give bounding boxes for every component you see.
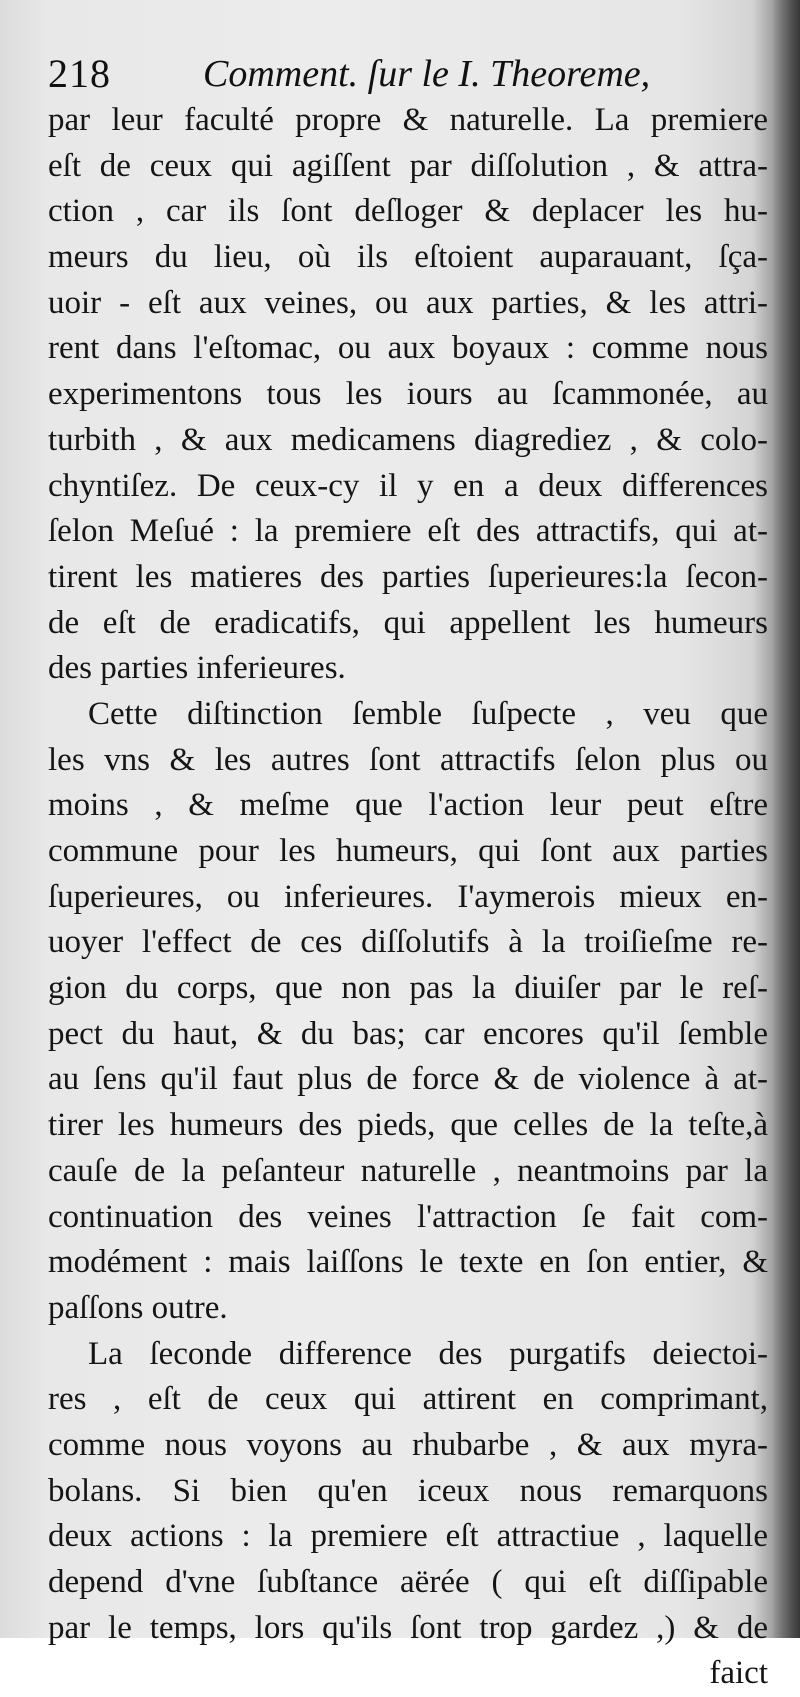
text-line: continuation des veines l'attraction ſe fait com- [48,1198,768,1235]
text-line: uoyer l'effect de ces diſſolutifs à la troiſieſme re- [48,924,768,961]
text-line: turbith , & aux medicamens diagrediez , & colo- [48,421,768,458]
text-line: au ſens qu'il faut plus de force & de violence à at- [48,1061,768,1098]
text-line: par leur faculté propre & naturelle. La premiere [48,102,768,138]
running-title: Comment. ſur le I. Theoreme, [203,53,651,95]
text-line: moins , & meſme que l'action leur peut eſtre [48,787,768,824]
text-line: modément : mais laiſſons le texte en ſon entier, & [48,1244,768,1281]
text-line: des parties inferieures. [48,650,346,687]
text-line: deux actions : la premiere eſt attractiue , laquelle [48,1518,768,1555]
text-line: eſt de ceux qui agiſſent par diſſolution , & attra- [48,147,768,184]
text-line: pect du haut, & du bas; car encores qu'il ſemble [48,1015,768,1052]
text-line: de eſt de eradicatifs, qui appellent les humeurs [48,604,768,641]
text-line: ſelon Meſué : la premiere eſt des attractifs, qui at- [48,513,768,550]
text-line: les vns & les autres ſont attractifs ſelon plus ou [48,741,768,778]
text-line: bolans. Si bien qu'en iceux nous remarquons [48,1472,768,1509]
text-line: rent dans l'eſtomac, ou aux boyaux : comme nous [48,330,768,367]
text-line: paſſons outre. [48,1289,228,1326]
text-line: La ſeconde difference des purgatifs deiectoi- [88,1335,768,1372]
text-line: commune pour les humeurs, qui ſont aux parties [48,833,768,869]
page-header [48,50,768,98]
text-line: gion du corps, que non pas la diuiſer par le reſ- [48,970,768,1007]
text-line: tirer les humeurs des pieds, que celles de la teſte,à [48,1107,768,1144]
text-line: tirent les matieres des parties ſuperieures:la ſecon- [48,558,768,595]
page-gutter-shadow [772,0,800,1638]
text-line: experimentons tous les iours au ſcammonée, au [48,376,768,413]
text-line: par le temps, lors qu'ils ſont trop gardez ,) & de [48,1609,768,1646]
text-line: ſuperieures, ou inferieures. I'aymerois mieux en- [48,878,768,915]
text-line: ction , car ils ſont deſloger & deplacer les hu- [48,193,768,230]
text-line: Cette diſtinction ſemble ſuſpecte , veu que [88,695,768,732]
text-line: comme nous voyons au rhubarbe , & aux myra- [48,1426,768,1463]
text-line: uoir - eſt aux veines, ou aux parties, & les attri- [48,284,768,321]
text-line: cauſe de la peſanteur naturelle , neantmoins par la [48,1152,768,1189]
page-number: 218 [48,51,111,96]
text-line: meurs du lieu, où ils eſtoient auparauant, ſça- [48,239,768,276]
text-line: depend d'vne ſubſtance aërée ( qui eſt diſſipable [48,1564,768,1600]
text-line: res , eſt de ceux qui attirent en comprimant, [48,1381,768,1418]
body-text [48,98,768,1697]
text-line: chyntiſez. De ceux-cy il y en a deux differences [48,467,768,504]
catchword: faict [709,1655,768,1692]
